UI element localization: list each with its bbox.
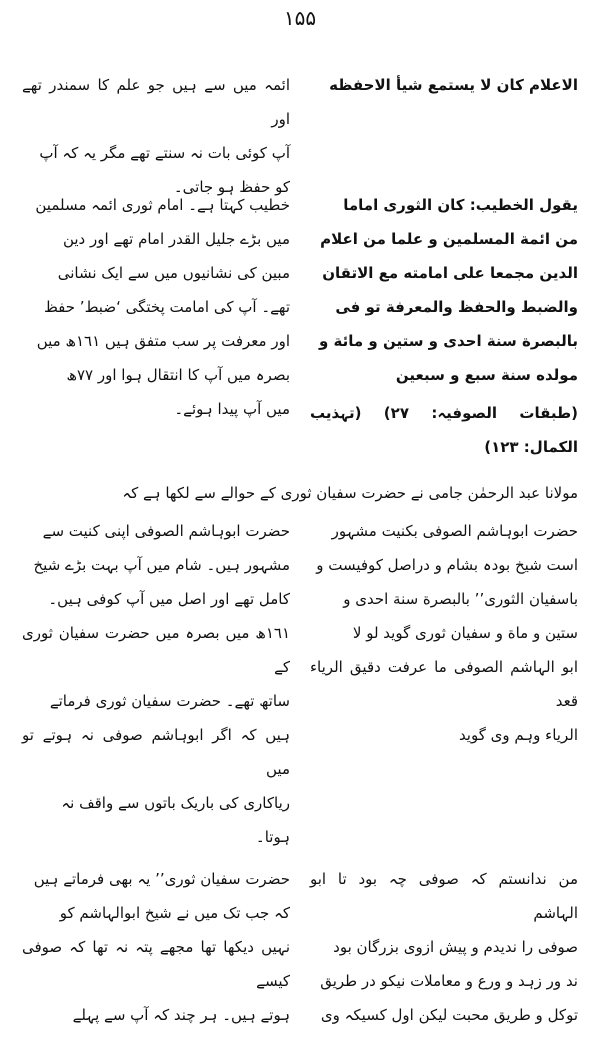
text-line: کہ جب تک میں نے شیخ ابوالہاشم کو <box>59 904 290 922</box>
page-number: ١۵۵ <box>283 6 317 30</box>
block-khatib <box>22 188 578 464</box>
text-line: ائمہ میں سے ہیں جو علم کا سمندر تھے اور <box>22 76 290 128</box>
arabic-column <box>310 68 578 204</box>
urdu-column <box>22 514 290 854</box>
text-line: مشہور ہیں۔ شام میں آپ بہت بڑے شیخ <box>33 556 290 574</box>
text-line: من ندانستم کہ صوفی چہ بود تا ابو الہاشم <box>310 870 578 922</box>
text-line: ہوتا۔ <box>255 828 290 846</box>
text-line: مبین کی نشانیوں میں سے ایک نشانی <box>57 264 290 282</box>
text-line: صوفی را ندیدم و پیش ازوی بزرگان بود <box>333 938 578 956</box>
arabic-column <box>310 188 578 464</box>
block-opening <box>22 68 578 204</box>
text-line: الریاء وہم وی گوید <box>458 726 578 744</box>
text-line: ستین و ماة و سفیان ثوری گوید لو لا <box>352 624 578 642</box>
text-line: بصرہ میں آپ کا انتقال ہوا اور ٧٧ھ <box>66 366 290 384</box>
text-line: ١٦١ھ میں بصرہ میں حضرت سفیان ثوری کے <box>22 624 290 676</box>
persian-column <box>310 514 578 854</box>
text-line: خطیب کہتا ہے۔ امام ثوری ائمہ مسلمین <box>35 196 290 214</box>
block-abuhashim <box>22 514 578 854</box>
text-line: توکل و طریق محبت لیکن اول کسیکہ وی <box>320 1006 578 1024</box>
text-line: ہوتے ہیں۔ ہر چند کہ آپ سے پہلے <box>72 1006 290 1024</box>
urdu-column <box>22 68 290 204</box>
urdu-column <box>22 188 290 464</box>
text-line: مولده سنة سبع و سبعین <box>395 366 578 384</box>
text-line: ساتھ تھے۔ حضرت سفیان ثوری فرماتے <box>49 692 290 710</box>
text-line: حضرت ابوہاشم الصوفی بکنیت مشہور <box>331 522 578 540</box>
text-line: ریاکاری کی باریک باتوں سے واقف نہ <box>61 794 290 812</box>
text-line: آپ کوئی بات نہ سنتے تھے مگر یہ کہ آپ <box>39 144 290 162</box>
text-line: والضبط والحفظ والمعرفة تو فی <box>335 298 578 316</box>
text-line: است شیخ بودہ بشام و دراصل کوفیست و <box>316 556 578 574</box>
text-line: کو حفظ ہو جاتی۔ <box>173 178 290 196</box>
persian-column <box>310 862 578 1032</box>
text-line: ند ور زہد و ورع و معاملات نیکو در طریق <box>320 972 578 990</box>
text-line: حضرت ابوہاشم الصوفی اپنی کنیت سے <box>42 522 290 540</box>
block-sufyan <box>22 862 578 1032</box>
intro-line: مولانا عبد الرحمٰن جامی نے حضرت سفیان ثوری کے حوالے سے لکھا ہے کہ <box>122 484 578 502</box>
text-line: کامل تھے اور اصل میں آپ کوفی ہیں۔ <box>48 590 290 608</box>
text-line: بالبصرة سنة احدی و ستین و مائة و <box>319 332 578 350</box>
text-line: حضرت سفیان ثوری’’ یہ بھی فرماتے ہیں <box>33 870 290 888</box>
text-line: الدین مجمعا علی امامته مع الاتقان <box>322 264 578 282</box>
text-line: نہیں دیکھا تھا مجھے پتہ نہ تھا کہ صوفی کیسے <box>22 938 290 990</box>
text-line: ہیں کہ اگر ابوہاشم صوفی نہ ہوتے تو میں <box>22 726 290 778</box>
text-line: اور معرفت پر سب متفق ہیں ١٦١ھ میں <box>36 332 290 350</box>
text-line: میں آپ پیدا ہوئے۔ <box>174 400 290 418</box>
urdu-column <box>22 862 290 1032</box>
text-line: میں بڑے جلیل القدر امام تھے اور دین <box>62 230 290 248</box>
text-line: ابو الہاشم الصوفی ما عرفت دقیق الریاء قعد <box>310 658 578 710</box>
reference-citation: (طبقات الصوفیہ: ٢٧) (تہذیب الکمال: ١٢٣) <box>310 404 578 456</box>
text-line: الاعلام کان لا یستمع شیأ الاحفظه <box>329 76 578 94</box>
text-line: تھے۔ آپ کی امامت پختگی ‘ضبط’ حفظ <box>43 298 290 316</box>
text-line: باسفیان الثوری’’ بالبصرة سنة احدی و <box>343 590 578 608</box>
text-line: من ائمة المسلمین و علما من اعلام <box>320 230 578 248</box>
text-line: یقول الخطیب: کان الثوری اماما <box>343 196 578 214</box>
